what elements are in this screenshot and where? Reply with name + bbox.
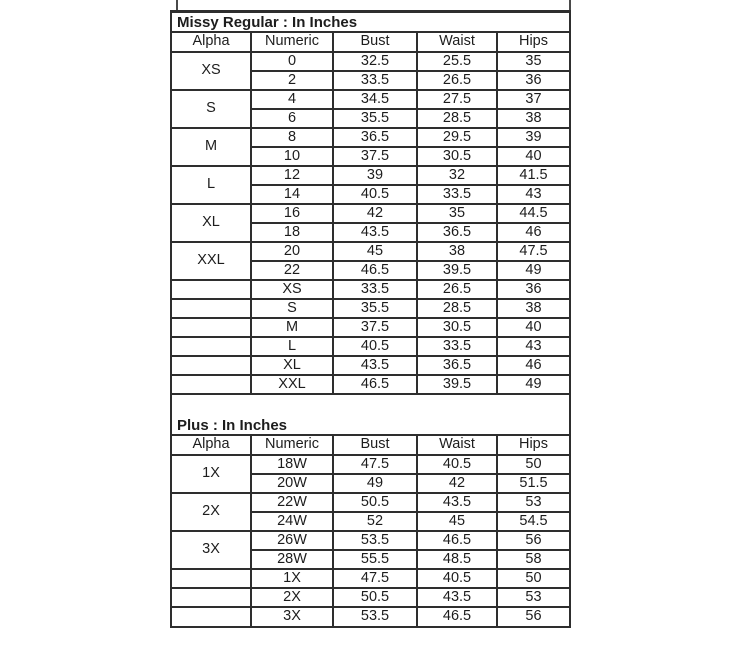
empty-alpha-cell [172, 375, 251, 394]
size-value-cell: 46.5 [417, 607, 497, 626]
size-value-cell: 33.5 [333, 280, 417, 299]
size-value-cell: 35.5 [333, 109, 417, 128]
table-row [172, 607, 569, 626]
size-value-cell: 39.5 [417, 375, 497, 394]
crop-artifact-line-left [176, 0, 178, 10]
size-value-cell: 26W [251, 531, 333, 550]
size-value-cell: 22 [251, 261, 333, 280]
size-value-cell: 47.5 [333, 569, 417, 588]
size-value-cell: 40.5 [333, 185, 417, 204]
alpha-size-cell: XXL [172, 242, 251, 280]
empty-alpha-cell [172, 588, 251, 607]
size-value-cell: 35 [497, 52, 569, 71]
size-value-cell: 50 [497, 455, 569, 474]
size-value-cell: 27.5 [417, 90, 497, 109]
size-value-cell: 20W [251, 474, 333, 493]
size-value-cell: M [251, 318, 333, 337]
size-value-cell: 50.5 [333, 588, 417, 607]
plus-table [172, 436, 569, 626]
size-value-cell: 36 [497, 280, 569, 299]
empty-alpha-cell [172, 299, 251, 318]
empty-alpha-cell [172, 280, 251, 299]
size-value-cell: XXL [251, 375, 333, 394]
size-value-cell: 22W [251, 493, 333, 512]
table-row [172, 375, 569, 394]
size-value-cell: 53.5 [333, 531, 417, 550]
empty-alpha-cell [172, 337, 251, 356]
size-value-cell: 18 [251, 223, 333, 242]
plus-title: Plus : In Inches [172, 416, 569, 436]
table-row [172, 455, 569, 474]
size-value-cell: 43.5 [417, 588, 497, 607]
size-value-cell: 4 [251, 90, 333, 109]
column-header: Waist [417, 436, 497, 455]
column-header: Hips [497, 436, 569, 455]
size-value-cell: 30.5 [417, 147, 497, 166]
column-header: Bust [333, 33, 417, 52]
size-value-cell: 43 [497, 185, 569, 204]
size-value-cell: 40 [497, 318, 569, 337]
size-value-cell: 36.5 [417, 223, 497, 242]
size-chart [170, 10, 571, 628]
size-value-cell: 41.5 [497, 166, 569, 185]
size-value-cell: 40.5 [417, 569, 497, 588]
size-value-cell: 46.5 [333, 375, 417, 394]
size-value-cell: 10 [251, 147, 333, 166]
size-value-cell: 28.5 [417, 109, 497, 128]
size-value-cell: 47.5 [497, 242, 569, 261]
size-value-cell: 33.5 [333, 71, 417, 90]
table-row [172, 166, 569, 185]
size-value-cell: 0 [251, 52, 333, 71]
size-value-cell: 52 [333, 512, 417, 531]
alpha-size-cell: XL [172, 204, 251, 242]
size-value-cell: 40.5 [333, 337, 417, 356]
size-value-cell: 42 [333, 204, 417, 223]
size-value-cell: 32 [417, 166, 497, 185]
size-value-cell: 32.5 [333, 52, 417, 71]
size-value-cell: 16 [251, 204, 333, 223]
alpha-size-cell: S [172, 90, 251, 128]
size-value-cell: 37 [497, 90, 569, 109]
size-value-cell: 24W [251, 512, 333, 531]
size-value-cell: 48.5 [417, 550, 497, 569]
table-row [172, 318, 569, 337]
size-value-cell: 8 [251, 128, 333, 147]
alpha-size-cell: M [172, 128, 251, 166]
table-row [172, 204, 569, 223]
table-row [172, 299, 569, 318]
size-value-cell: 35 [417, 204, 497, 223]
column-header: Alpha [172, 33, 251, 52]
size-value-cell: 28W [251, 550, 333, 569]
size-value-cell: 26.5 [417, 71, 497, 90]
size-value-cell: 43.5 [333, 223, 417, 242]
size-value-cell: 56 [497, 607, 569, 626]
table-row [172, 569, 569, 588]
column-header: Bust [333, 436, 417, 455]
size-value-cell: 53.5 [333, 607, 417, 626]
size-value-cell: 38 [417, 242, 497, 261]
table-row [172, 356, 569, 375]
empty-alpha-cell [172, 607, 251, 626]
column-header: Waist [417, 33, 497, 52]
header-row [172, 33, 569, 52]
size-value-cell: 28.5 [417, 299, 497, 318]
size-value-cell: 37.5 [333, 318, 417, 337]
table-row [172, 588, 569, 607]
size-value-cell: 43 [497, 337, 569, 356]
size-value-cell: 39 [333, 166, 417, 185]
size-value-cell: 26.5 [417, 280, 497, 299]
size-value-cell: 46.5 [417, 531, 497, 550]
table-row [172, 280, 569, 299]
size-value-cell: 40.5 [417, 455, 497, 474]
size-value-cell: 50.5 [333, 493, 417, 512]
size-value-cell: 51.5 [497, 474, 569, 493]
section-spacer [172, 395, 569, 416]
size-value-cell: 46.5 [333, 261, 417, 280]
header-row [172, 436, 569, 455]
size-value-cell: 6 [251, 109, 333, 128]
size-value-cell: 3X [251, 607, 333, 626]
size-value-cell: 36 [497, 71, 569, 90]
size-value-cell: 36.5 [333, 128, 417, 147]
size-value-cell: 39.5 [417, 261, 497, 280]
size-value-cell: 37.5 [333, 147, 417, 166]
size-value-cell: 34.5 [333, 90, 417, 109]
size-value-cell: XS [251, 280, 333, 299]
size-value-cell: 44.5 [497, 204, 569, 223]
alpha-size-cell: 2X [172, 493, 251, 531]
size-value-cell: 33.5 [417, 185, 497, 204]
size-value-cell: 2 [251, 71, 333, 90]
size-value-cell: 49 [497, 375, 569, 394]
empty-alpha-cell [172, 569, 251, 588]
size-value-cell: 36.5 [417, 356, 497, 375]
table-row [172, 337, 569, 356]
table-row [172, 531, 569, 550]
size-value-cell: 55.5 [333, 550, 417, 569]
size-value-cell: 40 [497, 147, 569, 166]
size-value-cell: 54.5 [497, 512, 569, 531]
size-value-cell: 18W [251, 455, 333, 474]
size-value-cell: 35.5 [333, 299, 417, 318]
size-value-cell: 33.5 [417, 337, 497, 356]
table-row [172, 52, 569, 71]
column-header: Numeric [251, 436, 333, 455]
size-value-cell: 53 [497, 493, 569, 512]
size-value-cell: 47.5 [333, 455, 417, 474]
size-value-cell: 14 [251, 185, 333, 204]
size-value-cell: 45 [417, 512, 497, 531]
size-value-cell: 30.5 [417, 318, 497, 337]
column-header: Hips [497, 33, 569, 52]
alpha-size-cell: 1X [172, 455, 251, 493]
size-value-cell: 49 [497, 261, 569, 280]
size-value-cell: 25.5 [417, 52, 497, 71]
table-row [172, 128, 569, 147]
empty-alpha-cell [172, 318, 251, 337]
size-value-cell: 43.5 [417, 493, 497, 512]
size-value-cell: 46 [497, 223, 569, 242]
table-row [172, 493, 569, 512]
size-value-cell: XL [251, 356, 333, 375]
size-value-cell: 45 [333, 242, 417, 261]
size-value-cell: S [251, 299, 333, 318]
table-row [172, 90, 569, 109]
size-value-cell: 56 [497, 531, 569, 550]
alpha-size-cell: 3X [172, 531, 251, 569]
size-value-cell: 38 [497, 109, 569, 128]
size-value-cell: 49 [333, 474, 417, 493]
empty-alpha-cell [172, 356, 251, 375]
size-value-cell: 2X [251, 588, 333, 607]
size-value-cell: 20 [251, 242, 333, 261]
size-value-cell: L [251, 337, 333, 356]
size-value-cell: 38 [497, 299, 569, 318]
missy-regular-title: Missy Regular : In Inches [172, 13, 569, 33]
size-value-cell: 53 [497, 588, 569, 607]
missy-regular-table [172, 33, 569, 395]
column-header: Alpha [172, 436, 251, 455]
size-value-cell: 42 [417, 474, 497, 493]
size-value-cell: 12 [251, 166, 333, 185]
alpha-size-cell: L [172, 166, 251, 204]
size-value-cell: 43.5 [333, 356, 417, 375]
size-value-cell: 50 [497, 569, 569, 588]
size-value-cell: 29.5 [417, 128, 497, 147]
table-row [172, 242, 569, 261]
size-value-cell: 1X [251, 569, 333, 588]
alpha-size-cell: XS [172, 52, 251, 90]
size-value-cell: 58 [497, 550, 569, 569]
size-value-cell: 39 [497, 128, 569, 147]
size-value-cell: 46 [497, 356, 569, 375]
column-header: Numeric [251, 33, 333, 52]
